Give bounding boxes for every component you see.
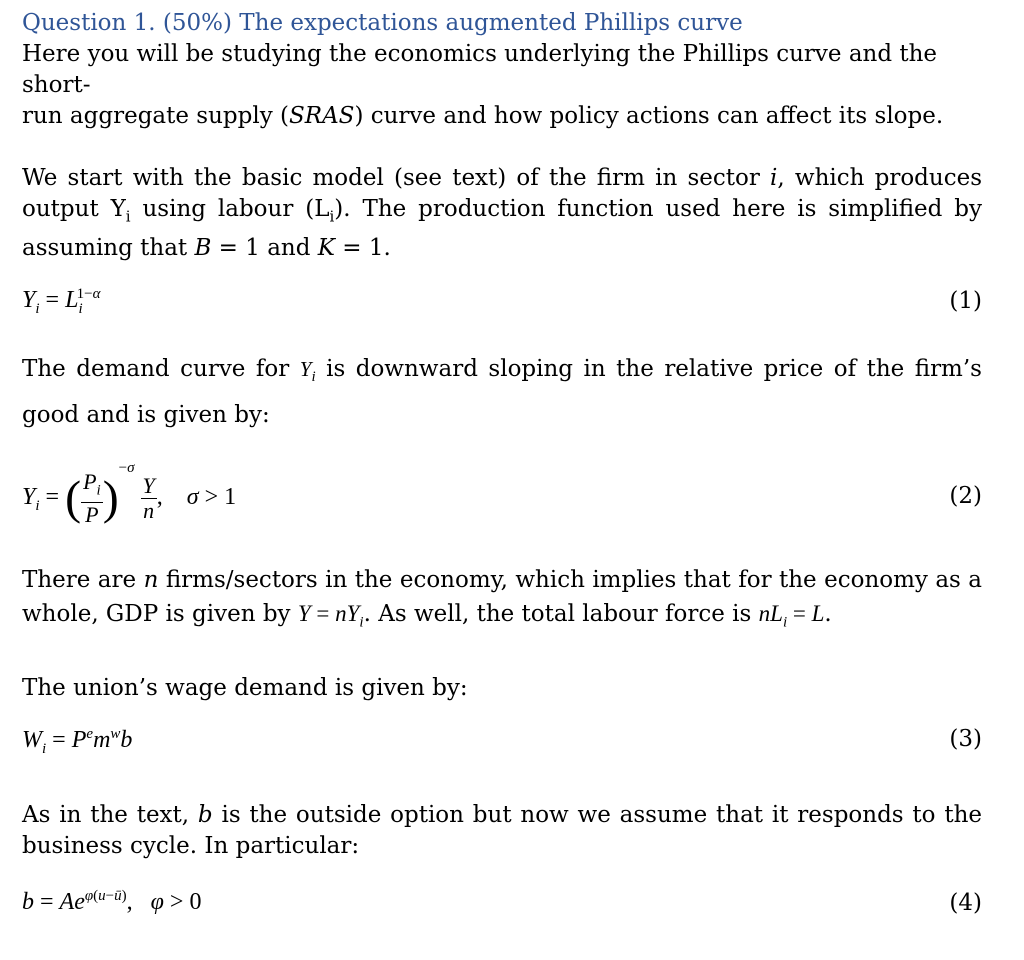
equation-4 bbox=[22, 888, 982, 928]
equation-4-formula: $b = Ae^{\varphi(u-ū)}$, φ > 0 bbox=[22, 888, 202, 916]
paragraph-outside-option: As in the text, b is the outside option but now we assume that it responds to the business cycle. In particular: bbox=[22, 802, 982, 860]
equation-3-formula: $W_i = P^em^wb$ bbox=[22, 726, 133, 758]
equation-3 bbox=[22, 726, 982, 766]
intro-paragraph: Here you will be studying the economics underlying the Phillips curve and the short- run aggregate supply (SRAS) curve and how policy actions can affect its slope. bbox=[22, 41, 944, 129]
equation-3-number: (3) bbox=[949, 726, 982, 753]
question-title: Question 1. (50%) The expectations augmented Phillips curve bbox=[22, 10, 743, 36]
paragraph-firm-model: We start with the basic model (see text) of the firm in sector i, which produces output $Y_i$ using labour $(L_i)$. The production function used here is simplified by assuming that B = 1 and K = 1. bbox=[22, 165, 983, 261]
equation-2-number: (2) bbox=[949, 482, 982, 509]
equation-1 bbox=[22, 286, 982, 326]
equation-1-formula: $Y_i = L_i^{1-\alpha}$ bbox=[22, 285, 101, 317]
equation-4-number: (4) bbox=[949, 890, 982, 917]
equation-2 bbox=[22, 456, 982, 538]
paragraph-union-wage: The union’s wage demand is given by: bbox=[22, 675, 468, 702]
equation-2-formula: $Y_i$ = ( $\frac{P_i}{P}$ )$^{-\sigma}$ $\frac{Y}{n}$ , σ > 1 bbox=[22, 459, 237, 527]
paragraph-demand-curve: The demand curve for $Y_i$ is downward sloping in the relative price of the firm’s good and is given by: bbox=[22, 355, 982, 428]
paragraph-gdp: There are n firms/sectors in the economy, which implies that for the economy as a whole, GDP is given by $Y = nY_i$. As well, the total labour force is $nL_i = L$. bbox=[22, 566, 983, 631]
question-document bbox=[22, 8, 982, 928]
equation-1-number: (1) bbox=[949, 287, 982, 314]
